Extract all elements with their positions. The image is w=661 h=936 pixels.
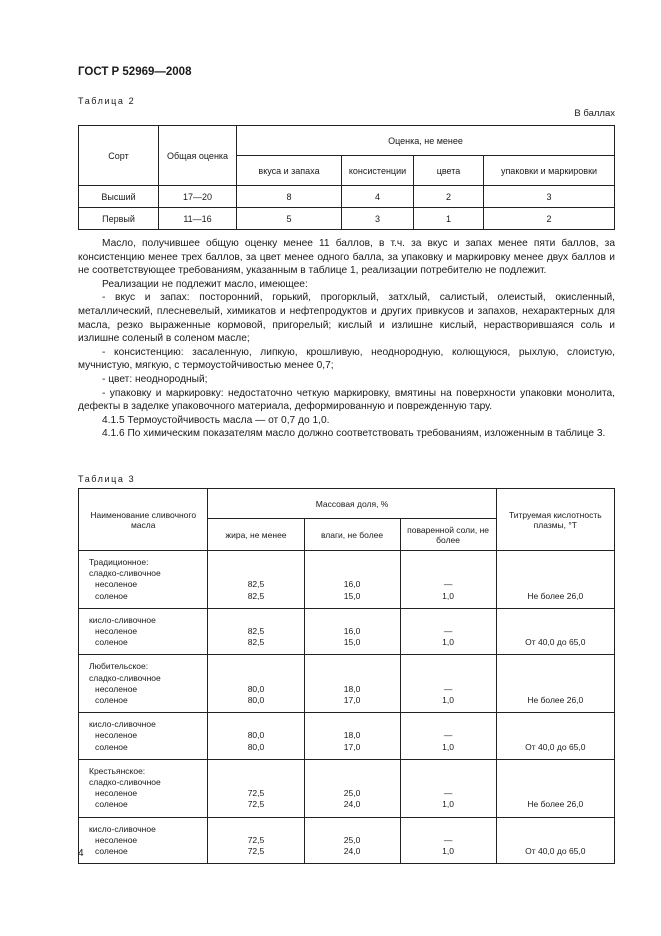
value: 82,5	[247, 626, 265, 637]
paragraph: 4.1.5 Термоустойчивость масла — от 0,7 до 1,0.	[102, 414, 330, 426]
value: 80,0	[247, 730, 265, 741]
value: 17,0	[343, 695, 361, 706]
value: 1,0	[442, 590, 454, 601]
value: —	[443, 626, 453, 637]
row-label: соленое	[95, 590, 128, 601]
cell-salt	[400, 551, 496, 609]
col-consistency: консистенции	[342, 156, 414, 186]
cell-acid	[496, 817, 614, 864]
value: От 40,0 до 65,0	[525, 741, 586, 752]
value: 15,0	[343, 590, 361, 601]
col-taste: вкуса и запаха	[237, 156, 342, 186]
cell-name	[79, 759, 208, 817]
cell: 2	[414, 186, 484, 208]
paragraph: Реализации не подлежит масло, имеющее:	[102, 278, 308, 290]
table-3	[78, 488, 615, 864]
value: 82,5	[247, 579, 265, 590]
paragraph: 4.1.6 По химическим показателям масло должно соответствовать требованиям, изложенным в таблице 3.	[102, 428, 606, 440]
sub-title: кисло-сливочное	[89, 614, 156, 625]
cell: 1	[414, 208, 484, 230]
value: Не более 26,0	[527, 590, 584, 601]
table-row	[79, 208, 615, 230]
col-name: Наименование сливочного масла	[79, 489, 208, 551]
cell-fat	[208, 713, 304, 760]
value: 24,0	[343, 846, 361, 857]
sub-title: кисло-сливочное	[89, 719, 156, 730]
cell: Высший	[79, 186, 159, 208]
row-label: соленое	[95, 846, 128, 857]
row-label: соленое	[95, 799, 128, 810]
col-sort: Сорт	[79, 126, 159, 186]
cell-fat	[208, 551, 304, 609]
col-fat: жира, не менее	[208, 519, 304, 551]
row-label: соленое	[95, 637, 128, 648]
table-2	[78, 125, 615, 230]
cell: 3	[484, 186, 615, 208]
col-pack: упаковки и маркировки	[484, 156, 615, 186]
row-label: несоленое	[95, 626, 138, 637]
value: 72,5	[247, 846, 265, 857]
cell-name	[79, 655, 208, 713]
cell-moisture	[304, 817, 400, 864]
table-row	[79, 608, 615, 655]
cell-acid	[496, 655, 614, 713]
cell-moisture	[304, 713, 400, 760]
cell-moisture	[304, 655, 400, 713]
sub-title: кисло-сливочное	[89, 823, 156, 834]
paragraph: - упаковку и маркировку: недостаточно четкую маркировку, вмятины на поверхности упаковки монолита, дефекты в заделке упаковочного материала, деформированную и поврежденную тару.	[78, 387, 615, 413]
cell-acid	[496, 759, 614, 817]
value: 82,5	[247, 590, 265, 601]
value: 1,0	[442, 846, 454, 857]
value: 72,5	[247, 788, 265, 799]
paragraph: - вкус и запах: посторонний, горький, прогорклый, затхлый, салистый, олеистый, окисленный, металлический, плесневелый, химикатов и нефтепродуктов и других привкусов и запахов, нехарактерных для масла, резко выраженные кормовой, пригорелый; кислый и излишне кислый, нерастворившаяся соль и излишне соленый в соленом масле;	[78, 292, 615, 345]
row-label: несоленое	[95, 788, 138, 799]
cell: 8	[237, 186, 342, 208]
cell: 17—20	[159, 186, 237, 208]
value: —	[443, 834, 453, 845]
table-row	[79, 759, 615, 817]
value: 25,0	[343, 834, 361, 845]
col-salt: поваренной соли, не более	[400, 519, 496, 551]
sub-title: сладко-сливочное	[89, 672, 161, 683]
group-title: Любительское:	[89, 661, 149, 672]
value: 1,0	[442, 741, 454, 752]
cell-salt	[400, 713, 496, 760]
value: Не более 26,0	[527, 799, 584, 810]
table-row	[79, 817, 615, 864]
row-label: соленое	[95, 741, 128, 752]
group-title: Крестьянское:	[89, 765, 146, 776]
cell-fat	[208, 608, 304, 655]
row-label: несоленое	[95, 579, 138, 590]
table-row	[79, 713, 615, 760]
cell-acid	[496, 713, 614, 760]
cell-acid	[496, 608, 614, 655]
cell-name	[79, 551, 208, 609]
cell: 3	[342, 208, 414, 230]
value: Не более 26,0	[527, 695, 584, 706]
value: 80,0	[247, 683, 265, 694]
table-row	[79, 551, 615, 609]
paragraph: - цвет: неоднородный;	[102, 373, 208, 385]
col-total: Общая оценка	[159, 126, 237, 186]
cell-name	[79, 817, 208, 864]
cell-moisture	[304, 551, 400, 609]
cell: Первый	[79, 208, 159, 230]
cell-name	[79, 713, 208, 760]
cell-salt	[400, 817, 496, 864]
paragraph: - консистенцию: засаленную, липкую, крошливую, неоднородную, колющуюся, рыхлую, слоистую, мучнистую, мягкую, с термоустойчивостью менее 0,7;	[78, 346, 615, 372]
cell-fat	[208, 817, 304, 864]
value: 18,0	[343, 683, 361, 694]
table-row	[79, 655, 615, 713]
table3-label: Таблица 3	[78, 474, 136, 484]
value: 16,0	[343, 579, 361, 590]
cell-moisture	[304, 759, 400, 817]
col-moisture: влаги, не более	[304, 519, 400, 551]
value: От 40,0 до 65,0	[525, 637, 586, 648]
value: —	[443, 788, 453, 799]
row-label: несоленое	[95, 683, 138, 694]
row-label: несоленое	[95, 834, 138, 845]
group-title: Традиционное:	[89, 557, 149, 567]
value: 1,0	[442, 637, 454, 648]
cell: 4	[342, 186, 414, 208]
value: 72,5	[247, 799, 265, 810]
value: 24,0	[343, 799, 361, 810]
document-header: ГОСТ Р 52969—2008	[78, 66, 192, 78]
value: —	[443, 683, 453, 694]
col-group-score: Оценка, не менее	[237, 126, 615, 156]
cell-moisture	[304, 608, 400, 655]
cell-salt	[400, 608, 496, 655]
cell-acid	[496, 551, 614, 609]
table2-units: В баллах	[574, 108, 615, 119]
value: 18,0	[343, 730, 361, 741]
value: 25,0	[343, 788, 361, 799]
value: 82,5	[247, 637, 265, 648]
cell-salt	[400, 655, 496, 713]
value: 80,0	[247, 695, 265, 706]
value: —	[443, 579, 453, 590]
paragraph: Масло, получившее общую оценку менее 11 баллов, в т.ч. за вкус и запах менее пяти баллов, за консистенцию менее трех баллов, за цвет менее одного балла, за упаковку и маркировку менее двух баллов и не соответствующее требованиям, указанным в таблице 1, реализации потребителю не подлежит.	[78, 238, 615, 277]
value: 72,5	[247, 834, 265, 845]
table2-label: Таблица 2	[78, 96, 136, 106]
value: 1,0	[442, 799, 454, 810]
cell: 5	[237, 208, 342, 230]
cell-salt	[400, 759, 496, 817]
row-label: соленое	[95, 695, 128, 706]
cell: 11—16	[159, 208, 237, 230]
sub-title: сладко-сливочное	[89, 777, 161, 788]
sub-title: сладко-сливочное	[89, 568, 161, 579]
col-color: цвета	[414, 156, 484, 186]
table-row	[79, 186, 615, 208]
body-text	[78, 237, 615, 441]
value: 1,0	[442, 695, 454, 706]
value: 17,0	[343, 741, 361, 752]
cell: 2	[484, 208, 615, 230]
col-acid: Титруемая кислотность плазмы, °Т	[496, 489, 614, 551]
cell-name	[79, 608, 208, 655]
value: 80,0	[247, 741, 265, 752]
value: От 40,0 до 65,0	[525, 846, 586, 857]
value: —	[443, 730, 453, 741]
page-number: 4	[78, 848, 84, 859]
row-label: несоленое	[95, 730, 138, 741]
cell-fat	[208, 655, 304, 713]
value: 16,0	[343, 626, 361, 637]
cell-fat	[208, 759, 304, 817]
col-group-mass: Массовая доля, %	[208, 489, 496, 519]
value: 15,0	[343, 637, 361, 648]
